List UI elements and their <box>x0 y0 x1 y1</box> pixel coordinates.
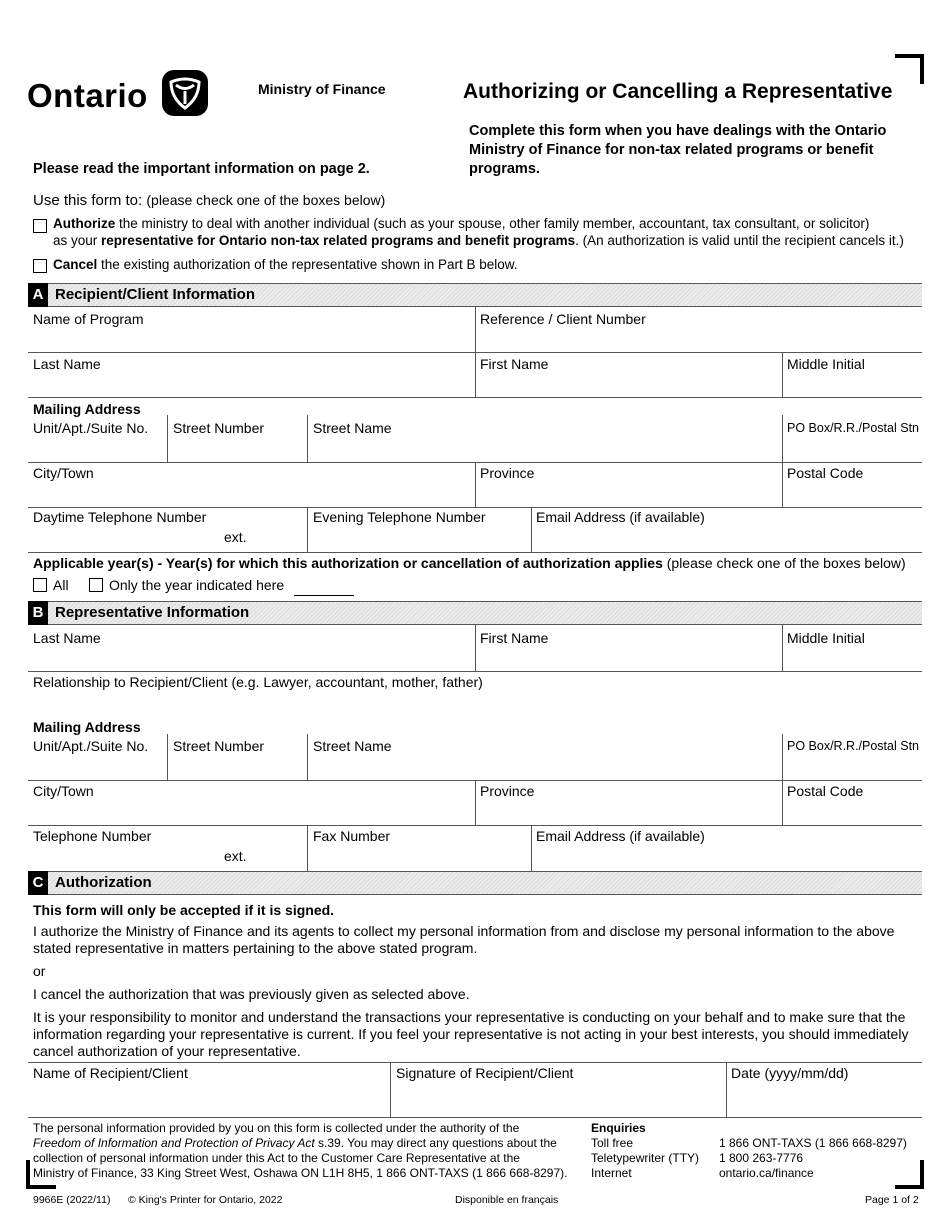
responsibility-paragraph: It is your responsibility to monitor and understand the transactions your representative is conducting on your behalf and to make sure that the information regarding your representative is current. If you feel your representative is not acting in your best interests, you should immediately cancel authorization of your representative. <box>33 1009 909 1059</box>
ontario-trillium-icon <box>162 70 208 116</box>
a-day-phone-label: Daytime Telephone Number <box>33 509 207 525</box>
recipient-name-field[interactable] <box>28 1082 390 1117</box>
a-middle-initial-label: Middle Initial <box>787 356 865 372</box>
c-sign-bottom <box>28 1117 922 1118</box>
privacy-line-3: collection of personal information under this Act to the Customer Care Representative at the <box>33 1151 520 1165</box>
b-relationship-field[interactable] <box>28 692 922 716</box>
a-last-name-field[interactable] <box>28 373 475 397</box>
b-first-name-field[interactable] <box>476 647 782 671</box>
b-unit-label: Unit/Apt./Suite No. <box>33 738 149 754</box>
a-row2-bottom <box>28 397 922 398</box>
section-c-header <box>28 871 922 895</box>
signature-label: Signature of Recipient/Client <box>396 1065 574 1081</box>
b-first-name-label: First Name <box>480 630 549 646</box>
use-form-lead: Use this form to: <box>33 192 143 209</box>
toll-free-label: Toll free <box>591 1136 634 1150</box>
b-fax-label: Fax Number <box>313 828 391 844</box>
a-street-number-field[interactable] <box>168 437 307 462</box>
a-evening-phone-label: Evening Telephone Number <box>313 509 486 525</box>
section-b-title: Representative Information <box>55 604 250 621</box>
a-po-box-label: PO Box/R.R./Postal Stn <box>787 421 919 435</box>
b-phone-field[interactable] <box>28 845 218 871</box>
b-ext-field[interactable] <box>250 845 307 871</box>
internet-link[interactable]: ontario.ca/finance <box>719 1166 814 1180</box>
a-street-name-field[interactable] <box>308 437 782 462</box>
b-phone-label: Telephone Number <box>33 828 152 844</box>
a-postal-code-label: Postal Code <box>787 465 864 481</box>
applicable-years-line <box>33 555 906 571</box>
a-first-name-label: First Name <box>480 356 549 372</box>
applicable-years-note: (please check one of the boxes below) <box>666 555 906 571</box>
all-years-label: All <box>53 577 69 593</box>
privacy-line-4: Ministry of Finance, 33 King Street West, Oshawa ON L1H 8H5, 1 866 ONT-TAXS (1 866 668-8297). <box>33 1166 568 1180</box>
signed-note: This form will only be accepted if it is signed. <box>33 902 335 918</box>
a-street-number-label: Street Number <box>173 420 265 436</box>
b-po-box-label: PO Box/R.R./Postal Stn <box>787 739 919 753</box>
a-unit-field[interactable] <box>28 437 167 462</box>
french-available: Disponible en français <box>455 1194 559 1206</box>
a-email-field[interactable] <box>532 526 922 552</box>
section-c-letter: C <box>28 871 48 895</box>
authorize-bold: Authorize <box>53 216 116 231</box>
enquiries-title: Enquiries <box>591 1121 646 1135</box>
a-last-name-label: Last Name <box>33 356 101 372</box>
b-unit-field[interactable] <box>28 755 167 780</box>
corner-mark-top-right <box>895 54 925 84</box>
b-fax-field[interactable] <box>308 845 531 871</box>
or-label: or <box>33 963 46 979</box>
applicable-years-bold: Applicable year(s) - Year(s) for which this authorization or cancellation of authorization applies <box>33 555 663 571</box>
signature-field[interactable] <box>391 1082 726 1117</box>
date-label: Date (yyyy/mm/dd) <box>731 1065 849 1081</box>
b-mailing-address-label: Mailing Address <box>33 719 141 735</box>
use-form-note: (please check one of the boxes below) <box>146 192 386 208</box>
b-row4-bottom <box>28 825 922 826</box>
b-street-name-label: Street Name <box>313 738 392 754</box>
authorize-text-2-post: . (An authorization is valid until the recipient cancels it.) <box>575 233 904 248</box>
ontario-logo-text: Ontario <box>27 77 148 114</box>
only-year-input-line[interactable] <box>294 595 354 596</box>
a-middle-initial-field[interactable] <box>783 373 922 397</box>
all-years-checkbox[interactable] <box>33 578 47 592</box>
use-form-line <box>33 191 385 210</box>
privacy-act-name: Freedom of Information and Protection of Privacy Act <box>33 1136 315 1150</box>
section-b-letter: B <box>28 601 48 625</box>
only-year-label: Only the year indicated here <box>109 577 285 593</box>
authorize-text <box>53 215 904 249</box>
name-of-program-label: Name of Program <box>33 311 144 327</box>
a-province-label: Province <box>480 465 535 481</box>
tty-value: 1 800 263-7776 <box>719 1151 804 1165</box>
page-number: Page 1 of 2 <box>865 1194 919 1206</box>
ministry-name: Ministry of Finance <box>258 81 386 97</box>
b-province-label: Province <box>480 783 535 799</box>
cancel-text <box>53 256 518 273</box>
reference-number-field[interactable] <box>476 328 922 352</box>
section-b-header <box>28 601 922 625</box>
section-a-letter: A <box>28 283 48 307</box>
copyright: © King's Printer for Ontario, 2022 <box>128 1194 283 1206</box>
internet-label: Internet <box>591 1166 632 1180</box>
b-email-field[interactable] <box>532 845 922 871</box>
b-street-name-field[interactable] <box>308 755 782 780</box>
privacy-line-2 <box>33 1136 557 1151</box>
tty-label: Teletypewriter (TTY) <box>591 1151 700 1165</box>
form-subtitle: Complete this form when you have dealings with the Ontario Ministry of Finance for non-tax related programs or benefit programs. <box>469 123 887 177</box>
a-first-name-field[interactable] <box>476 373 782 397</box>
section-a-title: Recipient/Client Information <box>55 286 256 303</box>
a-province-field[interactable] <box>476 482 782 507</box>
a-ext-field[interactable] <box>250 526 307 552</box>
b-last-name-label: Last Name <box>33 630 101 646</box>
a-mailing-address-label: Mailing Address <box>33 401 141 417</box>
only-year-checkbox[interactable] <box>89 578 103 592</box>
c-sign-top <box>28 1062 922 1063</box>
b-row1-bottom <box>28 671 922 672</box>
a-row4-bottom <box>28 507 922 508</box>
authorize-paragraph: I authorize the Ministry of Finance and its agents to collect my personal information from and disclose my personal information to the above stated representative in matters pertaining to the above stated program. <box>33 923 895 956</box>
form-number: 9966E (2022/11) <box>33 1194 111 1206</box>
b-middle-initial-field[interactable] <box>783 647 922 671</box>
a-ext-label: ext. <box>224 529 247 545</box>
authorize-text-2-pre: as your <box>53 233 98 248</box>
b-po-box-field[interactable] <box>783 755 922 780</box>
a-po-box-field[interactable] <box>783 437 922 462</box>
a-row5-bottom <box>28 552 922 553</box>
cancel-checkbox[interactable] <box>33 259 47 273</box>
section-c-title: Authorization <box>55 874 152 891</box>
b-postal-code-field[interactable] <box>783 800 922 825</box>
b-relationship-label: Relationship to Recipient/Client (e.g. Lawyer, accountant, mother, father) <box>33 674 483 690</box>
a-unit-label: Unit/Apt./Suite No. <box>33 420 149 436</box>
cancel-text-rest: the existing authorization of the representative shown in Part B below. <box>101 257 518 272</box>
b-city-label: City/Town <box>33 783 94 799</box>
b-ext-label: ext. <box>224 848 247 864</box>
b-city-field[interactable] <box>28 800 475 825</box>
b-postal-code-label: Postal Code <box>787 783 864 799</box>
authorize-text-2-bold: representative for Ontario non-tax related programs and benefit programs <box>101 233 576 248</box>
b-street-number-field[interactable] <box>168 755 307 780</box>
cancel-paragraph: I cancel the authorization that was previously given as selected above. <box>33 986 470 1002</box>
a-city-label: City/Town <box>33 465 94 481</box>
privacy-line-1: The personal information provided by you on this form is collected under the authority of the <box>33 1121 520 1135</box>
a-evening-phone-field[interactable] <box>308 526 531 552</box>
cancel-bold: Cancel <box>53 257 98 272</box>
a-street-name-label: Street Name <box>313 420 392 436</box>
corner-mark-bottom-right <box>895 1160 925 1190</box>
form-title: Authorizing or Cancelling a Representative <box>463 80 893 103</box>
b-last-name-field[interactable] <box>28 647 475 671</box>
reference-number-label: Reference / Client Number <box>480 311 646 327</box>
date-field[interactable] <box>727 1082 922 1117</box>
read-info-note: Please read the important information on page 2. <box>33 161 370 177</box>
name-of-program-field[interactable] <box>28 328 475 352</box>
b-middle-initial-label: Middle Initial <box>787 630 865 646</box>
a-email-label: Email Address (if available) <box>536 509 705 525</box>
b-email-label: Email Address (if available) <box>536 828 705 844</box>
toll-free-value: 1 866 ONT-TAXS (1 866 668-8297) <box>719 1136 907 1150</box>
section-a-header <box>28 283 922 307</box>
recipient-name-label: Name of Recipient/Client <box>33 1065 188 1081</box>
authorize-text-1: the ministry to deal with another individual (such as your spouse, other family member, accountant, tax consultant, or solicitor) <box>119 216 870 231</box>
a-city-field[interactable] <box>28 482 475 507</box>
a-postal-code-field[interactable] <box>783 482 922 507</box>
a-day-phone-field[interactable] <box>28 526 218 552</box>
b-province-field[interactable] <box>476 800 782 825</box>
privacy-line-2-rest: s.39. You may direct any questions about the <box>314 1136 557 1150</box>
b-street-number-label: Street Number <box>173 738 265 754</box>
authorize-checkbox[interactable] <box>33 219 47 233</box>
